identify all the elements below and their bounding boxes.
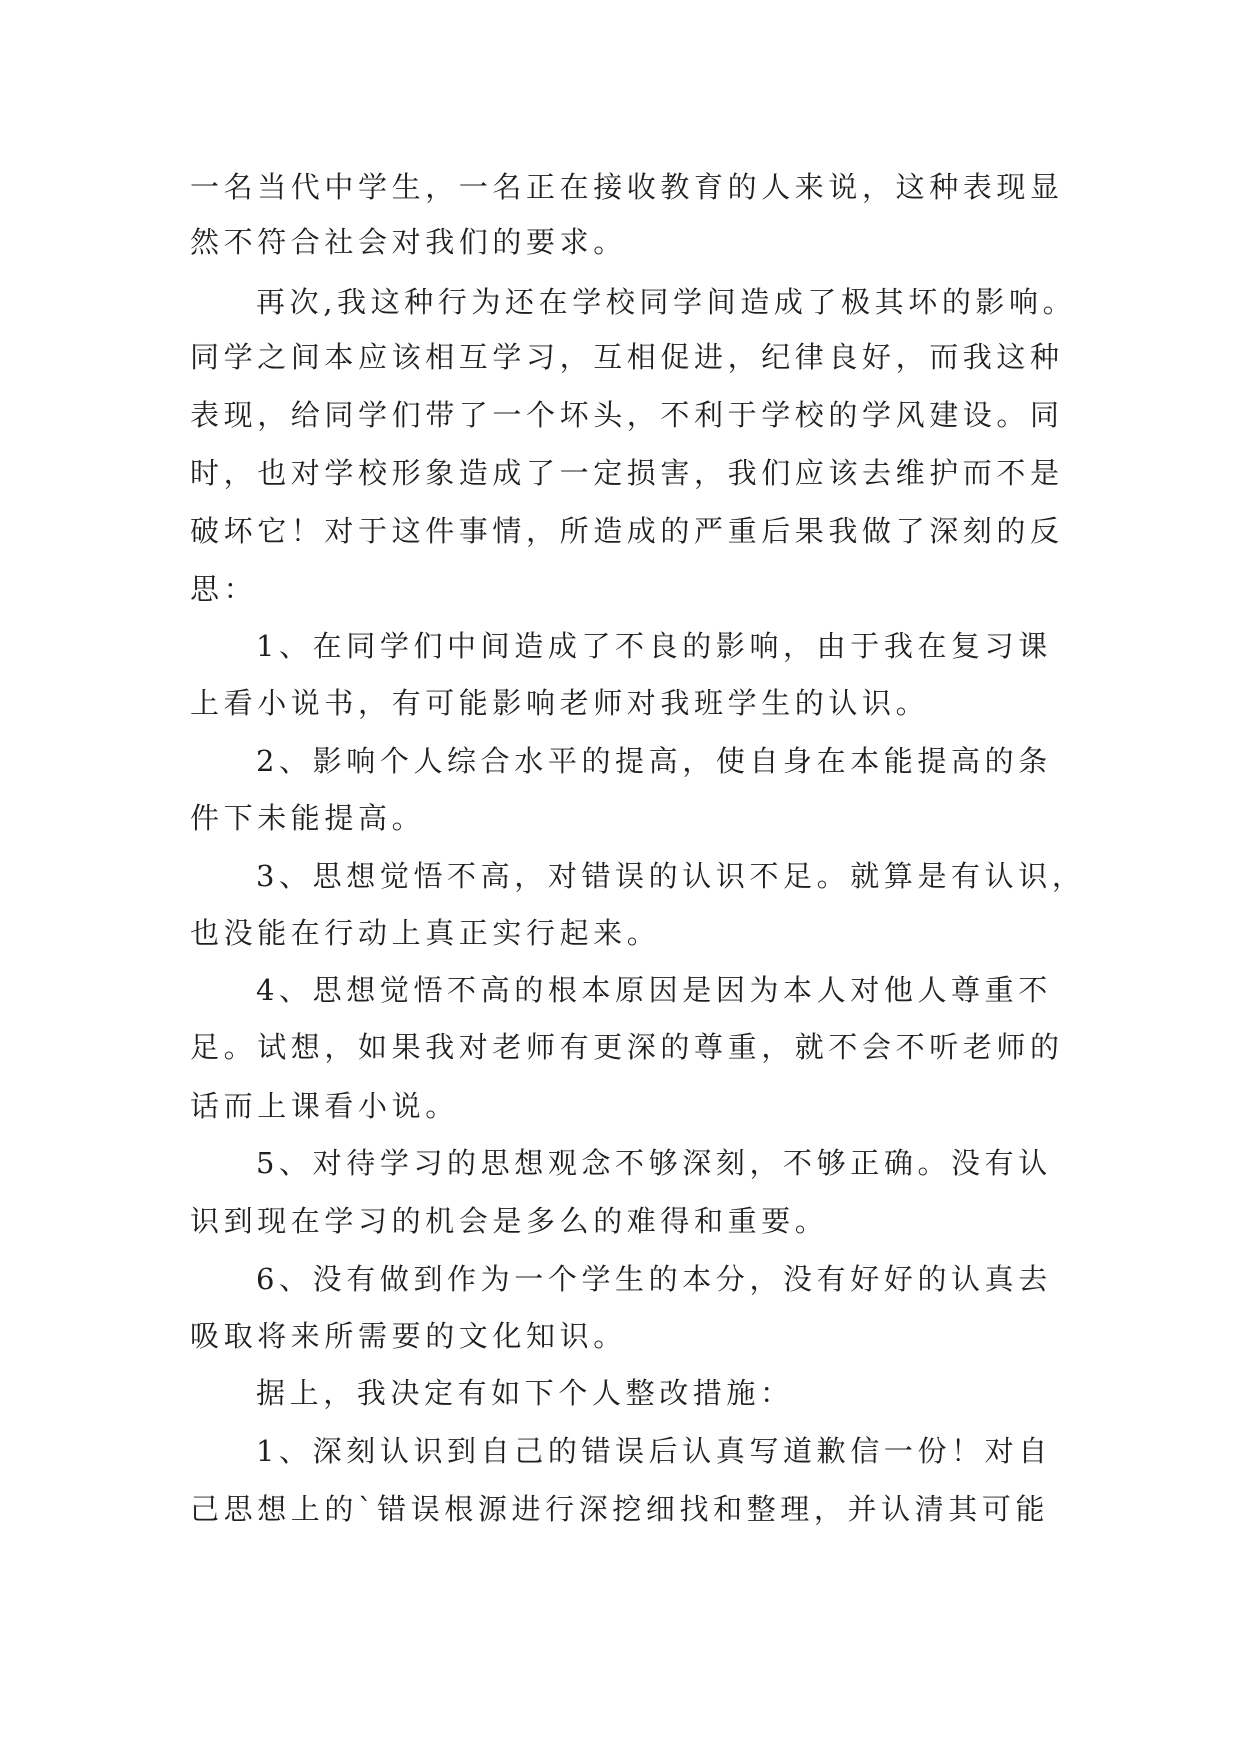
text-line: 上看小说书，有可能影响老师对我班学生的认识。 bbox=[190, 686, 930, 720]
text-line: 破坏它！对于这件事情，所造成的严重后果我做了深刻的反 bbox=[190, 514, 1064, 548]
text-line: 话而上课看小说。 bbox=[190, 1089, 459, 1123]
list-item-line: 3、思想觉悟不高，对错误的认识不足。就算是有认识， bbox=[256, 859, 1086, 893]
list-item-line: 1、在同学们中间造成了不良的影响，由于我在复习课 bbox=[256, 629, 1052, 663]
paragraph-start-line: 据上，我决定有如下个人整改措施： bbox=[256, 1376, 794, 1410]
text-line: 时，也对学校形象造成了一定损害，我们应该去维护而不是 bbox=[190, 456, 1064, 490]
text-line: 同学之间本应该相互学习，互相促进，纪律良好，而我这种 bbox=[190, 340, 1064, 374]
paragraph-start-line: 再次,我这种行为还在学校同学间造成了极其坏的影响。 bbox=[256, 285, 1077, 319]
text-line: 足。试想，如果我对老师有更深的尊重，就不会不听老师的 bbox=[190, 1030, 1064, 1064]
list-item-line: 5、对待学习的思想观念不够深刻，不够正确。没有认 bbox=[256, 1146, 1052, 1180]
text-line: 识到现在学习的机会是多么的难得和重要。 bbox=[190, 1204, 829, 1238]
list-item-line: 2、影响个人综合水平的提高，使自身在本能提高的条 bbox=[256, 744, 1052, 778]
text-line: 一名当代中学生，一名正在接收教育的人来说，这种表现显 bbox=[190, 170, 1064, 204]
text-line: 件下未能提高。 bbox=[190, 801, 426, 835]
text-line: 也没能在行动上真正实行起来。 bbox=[190, 916, 661, 950]
text-line: 思： bbox=[190, 572, 258, 606]
text-line: 表现，给同学们带了一个坏头，不利于学校的学风建设。同 bbox=[190, 398, 1064, 432]
list-item-line: 1、深刻认识到自己的错误后认真写道歉信一份！对自 bbox=[256, 1434, 1052, 1468]
text-line: 然不符合社会对我们的要求。 bbox=[190, 225, 627, 259]
list-item-line: 4、思想觉悟不高的根本原因是因为本人对他人尊重不 bbox=[256, 973, 1052, 1007]
text-line: 己思想上的`错误根源进行深挖细找和整理，并认清其可能 bbox=[190, 1492, 1050, 1526]
list-item-line: 6、没有做到作为一个学生的本分，没有好好的认真去 bbox=[256, 1262, 1052, 1296]
text-line: 吸取将来所需要的文化知识。 bbox=[190, 1319, 627, 1353]
